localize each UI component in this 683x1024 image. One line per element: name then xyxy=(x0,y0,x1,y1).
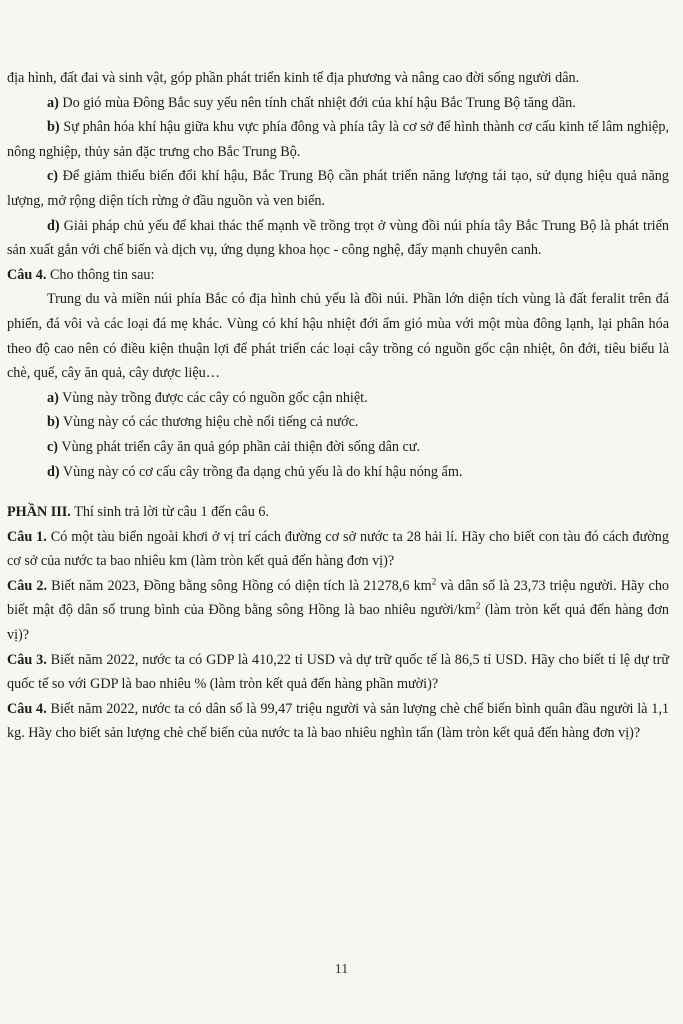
part-intro: Thí sinh trả lời từ câu 1 đến câu 6. xyxy=(70,504,269,521)
q4-option-d xyxy=(7,460,669,485)
question-text: và dân số là 23,73 triệu người. Hãy cho biết mật độ dân số trung bình của Đồng bằng sông Hồng là bao nhiêu người/km xyxy=(7,577,670,619)
question-prompt: Cho thông tin sau: xyxy=(46,266,155,283)
option-label: d) xyxy=(47,217,60,234)
part3-question-2 xyxy=(7,574,669,648)
part-3-heading xyxy=(7,500,669,525)
option-text: Sự phân hóa khí hậu giữa khu vực phía đông và phía tây là cơ sở để hình thành cơ cấu kinh tế lâm nghiệp, nông nghiệp, thủy sản đặc trưng cho Bắc Trung Bộ. xyxy=(7,119,669,160)
option-label: b) xyxy=(47,414,60,431)
question-label: Câu 2. xyxy=(7,577,48,594)
q4-option-b xyxy=(7,410,669,435)
page-number: 11 xyxy=(334,962,349,977)
question-label: Câu 4. xyxy=(7,266,47,283)
question-label: Câu 1. xyxy=(7,528,47,545)
prev-option-c xyxy=(7,164,669,213)
prev-option-a xyxy=(7,91,669,116)
option-text: Vùng phát triển cây ăn quả góp phần cải thiện đời sống dân cư. xyxy=(58,438,421,455)
option-text: Vùng này có các thương hiệu chè nổi tiếng cả nước. xyxy=(59,414,359,431)
option-text: Giải pháp chủ yếu để khai thác thế mạnh về trồng trọt ở vùng đồi núi phía tây Bắc Trung Bộ là phát triển sản xuất gắn với chế biến và dịch vụ, ứng dụng khoa học - công nghệ, đẩy mạnh chuyên canh. xyxy=(7,217,669,259)
option-label: c) xyxy=(47,438,59,455)
part3-question-4 xyxy=(7,697,669,746)
question-text: Có một tàu biển ngoài khơi ở vị trí cách đường cơ sở nước ta 28 hải lí. Hãy cho biết con tàu đó cách đường cơ sở của nước ta bao nhiêu km (làm tròn kết quả đến hàng đơn vị)? xyxy=(7,528,669,570)
superscript: 2 xyxy=(431,576,437,587)
question-text: Biết năm 2022, nước ta có dân số là 99,47 triệu người và sản lượng chè chế biến bình quân đầu người là 1,1 kg. Hãy cho biết sản lượng chè chế biến của nước ta là bao nhiêu nghìn tấn (làm tròn kết quả đến hàng đơn vị)? xyxy=(7,700,669,742)
question-text: Biết năm 2023, Đồng bằng sông Hồng có diện tích là 21278,6 km xyxy=(47,577,432,594)
option-label: c) xyxy=(47,168,59,185)
question-4-passage: Trung du và miền núi phía Bắc có địa hình chủ yếu là đồi núi. Phần lớn diện tích vùng là đất feralit trên đá phiến, đá vôi và các loại đá mẹ khác. Vùng có khí hậu nhiệt đới ẩm gió mùa với một mùa đông lạnh, lại phân hóa theo độ cao nên có điều kiện thuận lợi để phát triển các loại cây trồng có nguồn gốc cận nhiệt, ôn đới, tiêu biểu là chè, quế, cây ăn quả, cây dược liệu… xyxy=(7,291,669,382)
question-text: Biết năm 2022, nước ta có GDP là 410,22 tỉ USD và dự trữ quốc tế là 86,5 tỉ USD. Hãy cho biết tỉ lệ dự trữ quốc tế so với GDP là bao nhiêu % (làm tròn kết quả đến hàng phần mười)? xyxy=(7,651,670,693)
option-text: Để giảm thiểu biến đổi khí hậu, Bắc Trung Bộ cần phát triển năng lượng tái tạo, sử dụng hiệu quả năng lượng, mở rộng diện tích rừng ở đầu nguồn và ven biển. xyxy=(7,168,669,209)
option-label: a) xyxy=(47,94,59,111)
part3-question-3 xyxy=(7,648,669,697)
question-4-heading xyxy=(7,263,669,288)
option-text: Do gió mùa Đông Bắc suy yếu nên tính chất nhiệt đới của khí hậu Bắc Trung Bộ tăng dần. xyxy=(58,94,576,111)
section-gap xyxy=(7,484,669,500)
page-content xyxy=(7,66,669,746)
option-label: b) xyxy=(47,119,60,136)
q4-option-c xyxy=(7,435,669,460)
prev-option-b xyxy=(7,115,669,164)
superscript: 2 xyxy=(475,600,481,611)
question-text: (làm tròn kết quả đến hàng đơn vị)? xyxy=(7,602,669,644)
option-text: Vùng này có cơ cấu cây trồng đa dạng chủ yếu là do khí hậu nóng ẩm. xyxy=(59,463,463,480)
question-label: Câu 3. xyxy=(7,651,47,668)
part3-question-1 xyxy=(7,525,669,574)
part-label: PHẦN III. xyxy=(7,504,71,521)
q4-option-a xyxy=(7,386,669,411)
option-text: Vùng này trồng được các cây có nguồn gốc cận nhiệt. xyxy=(58,389,368,406)
continuation-paragraph: địa hình, đất đai và sinh vật, góp phần phát triển kinh tế địa phương và nâng cao đời sống người dân. xyxy=(7,70,580,86)
question-label: Câu 4. xyxy=(7,700,47,717)
prev-option-d xyxy=(7,214,669,263)
option-label: d) xyxy=(47,463,60,480)
option-label: a) xyxy=(47,389,59,406)
